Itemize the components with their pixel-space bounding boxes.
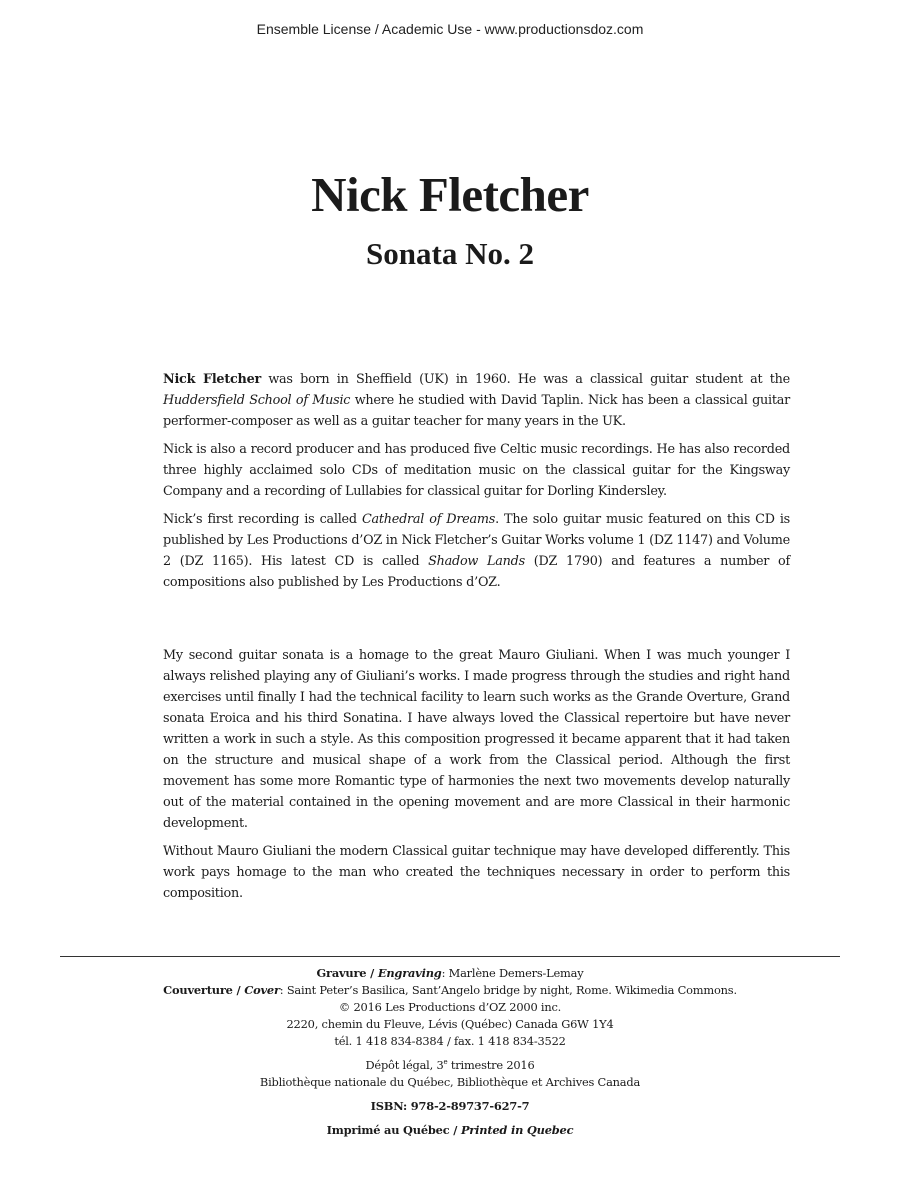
divider bbox=[60, 956, 840, 957]
publisher-address: 2220, chemin du Fleuve, Lévis (Québec) Canada G6W 1Y4 bbox=[286, 1017, 614, 1031]
engraving-label-fr: Gravure / bbox=[316, 966, 378, 980]
cd-title: Shadow Lands bbox=[428, 554, 525, 569]
cover-label-fr: Couverture / bbox=[163, 983, 245, 997]
bio-text: was born in Sheffield (UK) in 1960. He was a classical guitar student at the bbox=[260, 372, 790, 387]
engraving-label-en: Engraving bbox=[377, 966, 442, 980]
legal-deposit-text: trimestre 2016 bbox=[447, 1058, 535, 1072]
printed-in bbox=[0, 1122, 900, 1139]
cover-value: : Saint Peter’s Basilica, Sant’Angelo bridge by night, Rome. Wikimedia Commons. bbox=[279, 983, 737, 997]
bio-name: Nick Fletcher bbox=[163, 372, 261, 387]
printed-fr: Imprimé au Québec / bbox=[326, 1123, 461, 1137]
license-note: Ensemble License / Academic Use - www.productionsdoz.com bbox=[256, 21, 644, 37]
publication-credits bbox=[0, 965, 900, 1139]
bio-paragraph-1 bbox=[163, 369, 790, 432]
engraving-credit bbox=[0, 965, 900, 982]
school-name: Huddersfield School of Music bbox=[163, 393, 351, 408]
library-line: Bibliothèque nationale du Québec, Bibliothèque et Archives Canada bbox=[259, 1075, 641, 1089]
publisher-phone: tél. 1 418 834-8384 / fax. 1 418 834-3522 bbox=[334, 1034, 566, 1048]
work-subtitle: Sonata No. 2 bbox=[366, 236, 534, 271]
cover-label-en: Cover bbox=[244, 983, 280, 997]
bio-paragraph-3 bbox=[163, 509, 790, 593]
notes-paragraph-2: Without Mauro Giuliani the modern Classical guitar technique may have developed differently. This work pays homage to the man who created the techniques necessary in order to perform this composition. bbox=[163, 844, 790, 901]
legal-deposit bbox=[0, 1057, 900, 1074]
composer-title: Nick Fletcher bbox=[311, 167, 589, 222]
bio-text: Nick’s first recording is called bbox=[163, 512, 362, 527]
cd-title: Cathedral of Dreams bbox=[361, 512, 496, 527]
bio-paragraph-2: Nick is also a record producer and has produced five Celtic music recordings. He has also recorded three highly acclaimed solo CDs of meditation music on the classical guitar for the Kingsway Company and a recording of Lullabies for classical guitar for Dorling Kindersley. bbox=[163, 442, 790, 499]
copyright-line: © 2016 Les Productions d’OZ 2000 inc. bbox=[338, 1000, 562, 1014]
printed-en: Printed in Quebec bbox=[460, 1123, 574, 1137]
isbn bbox=[0, 1098, 900, 1115]
cover-credit bbox=[0, 982, 900, 999]
bio-text: (DZ 1790) and features a number of compositions also published by Les Productions d’OZ. bbox=[163, 554, 790, 590]
isbn-text: ISBN: 978-2-89737-627-7 bbox=[370, 1099, 530, 1113]
notes-paragraph-1: My second guitar sonata is a homage to the great Mauro Giuliani. When I was much younger I always relished playing any of Giuliani’s works. I made progress through the studies and right hand exercises until finally I had the technical facility to learn such works as the Grande Overture, Grand sonata Eroica and his third Sonatina. I have always loved the Classical repertoire but have never written a work in such a style. As this composition progressed it became apparent that it had taken on the structure and musical shape of a work from the Classical period. Although the first movement has some more Romantic type of harmonies the next two movements develop naturally out of the material contained in the opening movement and are more Classical in their harmonic development. bbox=[163, 648, 790, 831]
program-notes bbox=[163, 645, 790, 911]
legal-deposit-text: Dépôt légal, 3 bbox=[365, 1058, 444, 1072]
legal-deposit-sup: e bbox=[443, 1058, 448, 1067]
bio-text: . The solo guitar music featured on this CD is published by Les Productions d’OZ in Nick Fletcher’s Guitar Works volume 1 (DZ 1147) and Volume 2 (DZ 1165). His latest CD is called bbox=[163, 512, 790, 569]
engraving-value: : Marlène Demers-Lemay bbox=[441, 966, 584, 980]
bio-text: where he studied with David Taplin. Nick has been a classical guitar performer-composer as well as a guitar teacher for many years in the UK. bbox=[163, 393, 790, 429]
composer-biography bbox=[163, 369, 790, 600]
